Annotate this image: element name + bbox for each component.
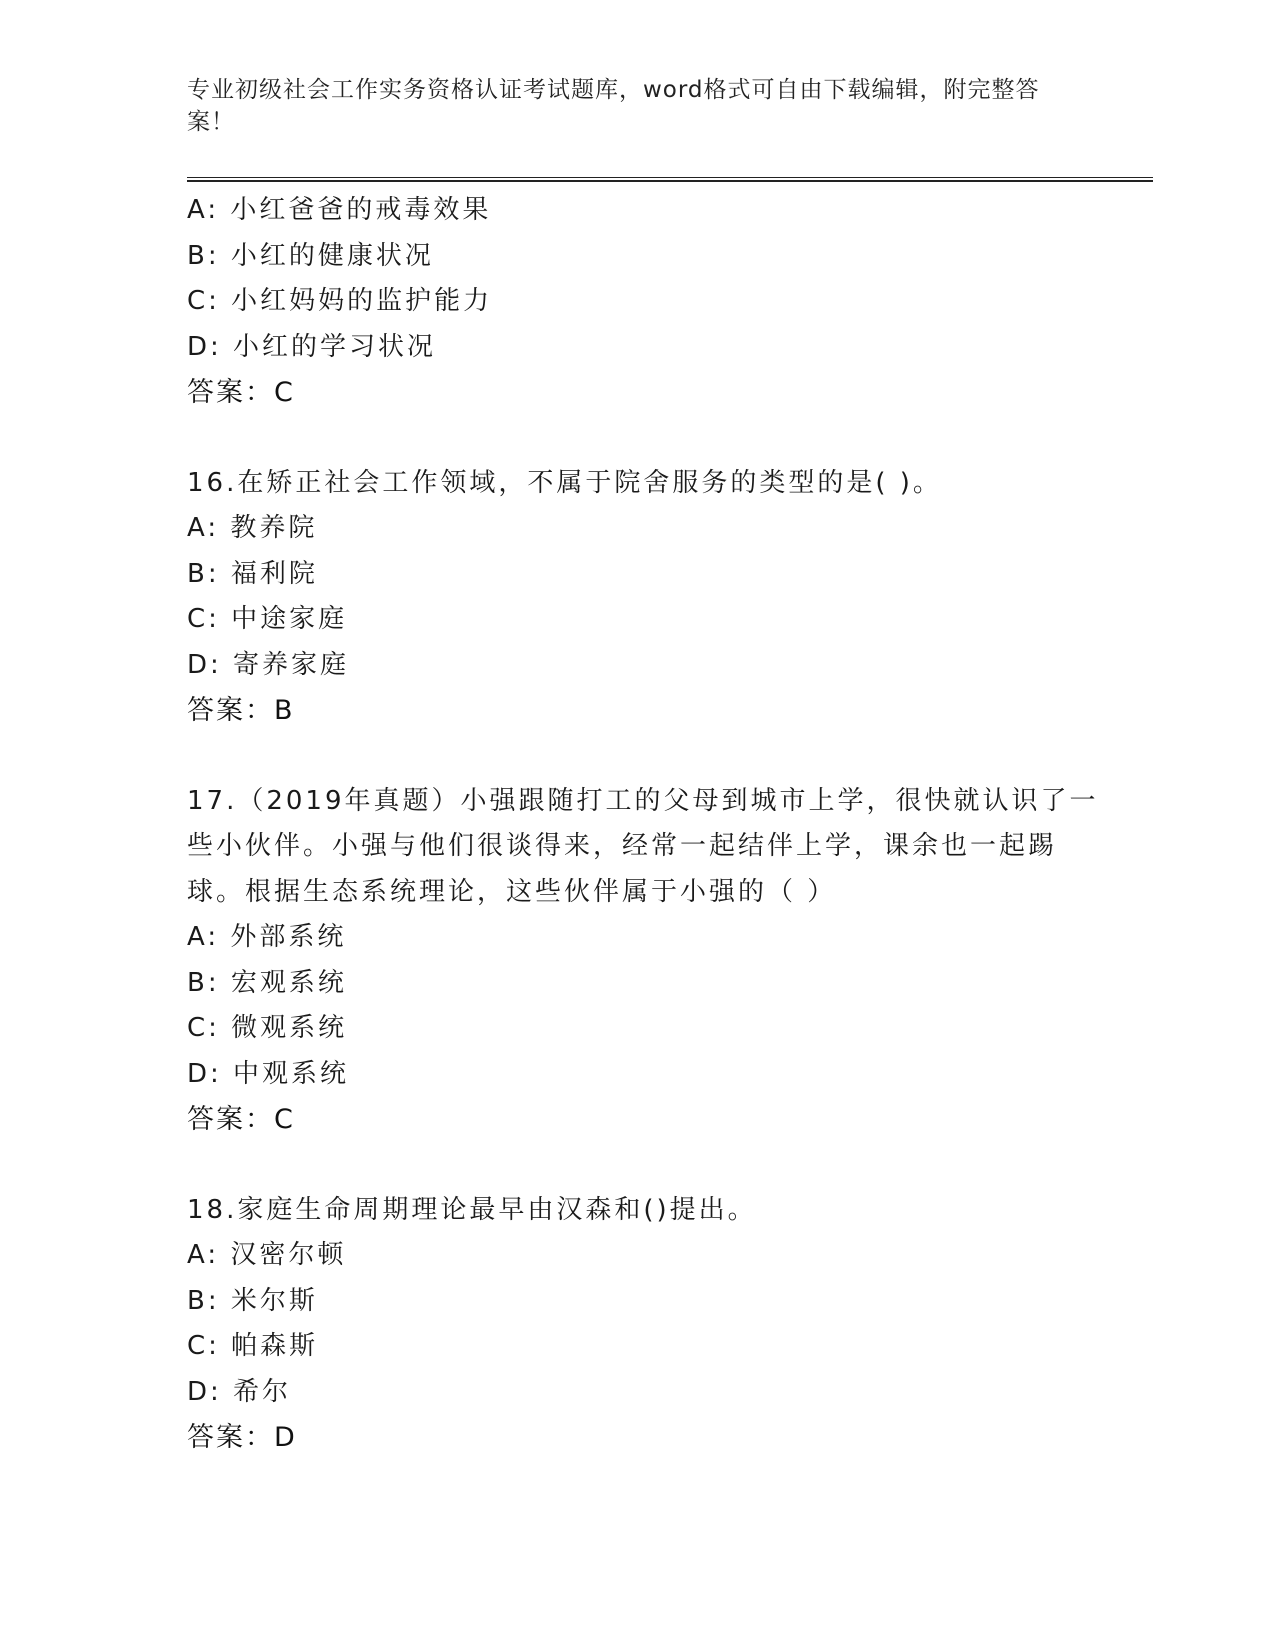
option-b: B: 宏观系统 — [187, 967, 347, 998]
option-c: C: 中途家庭 — [187, 604, 348, 634]
question-16 — [187, 461, 1087, 734]
answer: 答案：D — [187, 1422, 297, 1453]
answer: 答案：B — [187, 695, 295, 726]
option-d: D: 中观系统 — [187, 1058, 350, 1089]
question-stem-line-2: 些小伙伴。小强与他们很谈得来，经常一起结伴上学，课余也一起踢 — [187, 831, 1058, 861]
spacer — [187, 416, 1087, 461]
question-stem: 18.家庭生命周期理论最早由汉森和()提出。 — [187, 1194, 757, 1225]
question-list — [187, 188, 1099, 1461]
question-stem: 16.在矫正社会工作领域，不属于院舍服务的类型的是( )。 — [187, 467, 942, 498]
option-a: A: 汉密尔顿 — [187, 1240, 347, 1270]
document-header — [187, 74, 1067, 138]
option-a: A: 小红爸爸的戒毒效果 — [187, 195, 492, 225]
option-b: B: 福利院 — [187, 558, 318, 589]
question-stem-line-1: 17.（2019年真题）小强跟随打工的父母到城市上学，很快就认识了一 — [187, 785, 1099, 816]
question-18 — [187, 1188, 1087, 1461]
spacer — [187, 734, 1087, 779]
option-c: C: 帕森斯 — [187, 1331, 319, 1361]
option-d: D: 希尔 — [187, 1376, 292, 1407]
option-d: D: 寄养家庭 — [187, 649, 350, 680]
option-b: B: 米尔斯 — [187, 1285, 318, 1316]
option-d: D: 小红的学习状况 — [187, 331, 437, 362]
option-c: C: 小红妈妈的监护能力 — [187, 286, 493, 316]
question-15 — [187, 188, 1087, 416]
header-line-1: 专业初级社会工作实务资格认证考试题库，word格式可自由下载编辑，附完整答 — [187, 77, 1040, 103]
option-a: A: 外部系统 — [187, 922, 347, 952]
option-c: C: 微观系统 — [187, 1013, 348, 1043]
question-stem-line-3: 球。根据生态系统理论，这些伙伴属于小强的（ ） — [187, 876, 837, 907]
header-line-2: 案！ — [187, 109, 235, 135]
question-17 — [187, 779, 1099, 1143]
option-a: A: 教养院 — [187, 513, 318, 543]
answer: 答案：C — [187, 1104, 295, 1135]
spacer — [187, 1143, 1087, 1188]
answer: 答案：C — [187, 377, 295, 408]
option-b: B: 小红的健康状况 — [187, 240, 434, 271]
header-divider — [187, 177, 1153, 182]
